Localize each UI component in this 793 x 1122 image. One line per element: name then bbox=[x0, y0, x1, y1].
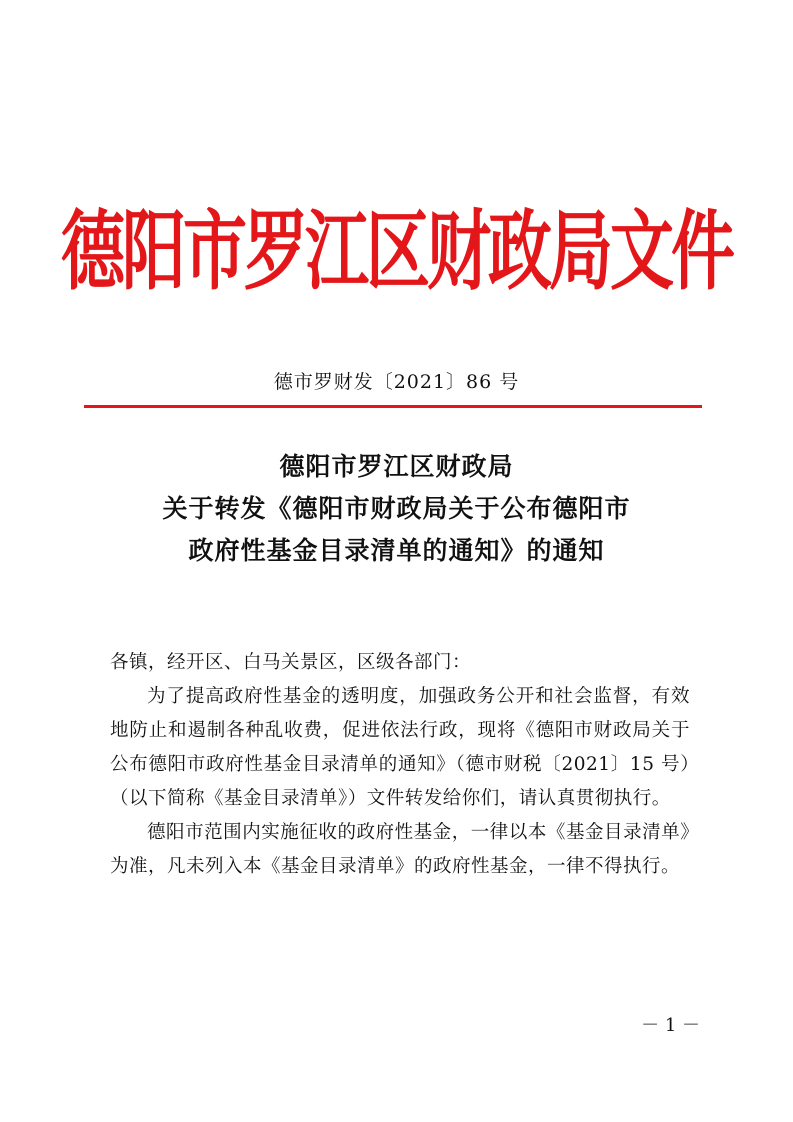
red-masthead-title: 德阳市罗江区财政局文件 bbox=[61, 202, 732, 303]
body-paragraph-1: 为了提高政府性基金的透明度，加强政务公开和社会监督，有效地防止和遏制各种乱收费，促进依法行政，现将《德阳市财政局关于公布德阳市政府性基金目录清单的通知》（德市财税〔2021〕15 号）（以下简称《基金目录清单》）文件转发给你们，请认真贯彻执行。 bbox=[110, 686, 690, 809]
body-paragraph-2: 德阳市范围内实施征收的政府性基金，一律以本《基金目录清单》为准，凡未列入本《基金目录清单》的政府性基金，一律不得执行。 bbox=[110, 822, 690, 877]
document-title bbox=[0, 446, 793, 572]
salutation: 各镇，经开区、白马关景区，区级各部门： bbox=[110, 652, 472, 673]
document-number: 德市罗财发〔2021〕86 号 bbox=[273, 371, 520, 393]
title-line-3: 政府性基金目录清单的通知》的通知 bbox=[188, 536, 605, 565]
title-line-2: 关于转发《德阳市财政局关于公布德阳市 bbox=[162, 494, 631, 523]
title-line-1: 德阳市罗江区财政局 bbox=[279, 452, 514, 481]
document-body bbox=[110, 646, 690, 884]
red-divider-line bbox=[84, 405, 702, 408]
page-number: － 1 － bbox=[641, 1015, 700, 1036]
